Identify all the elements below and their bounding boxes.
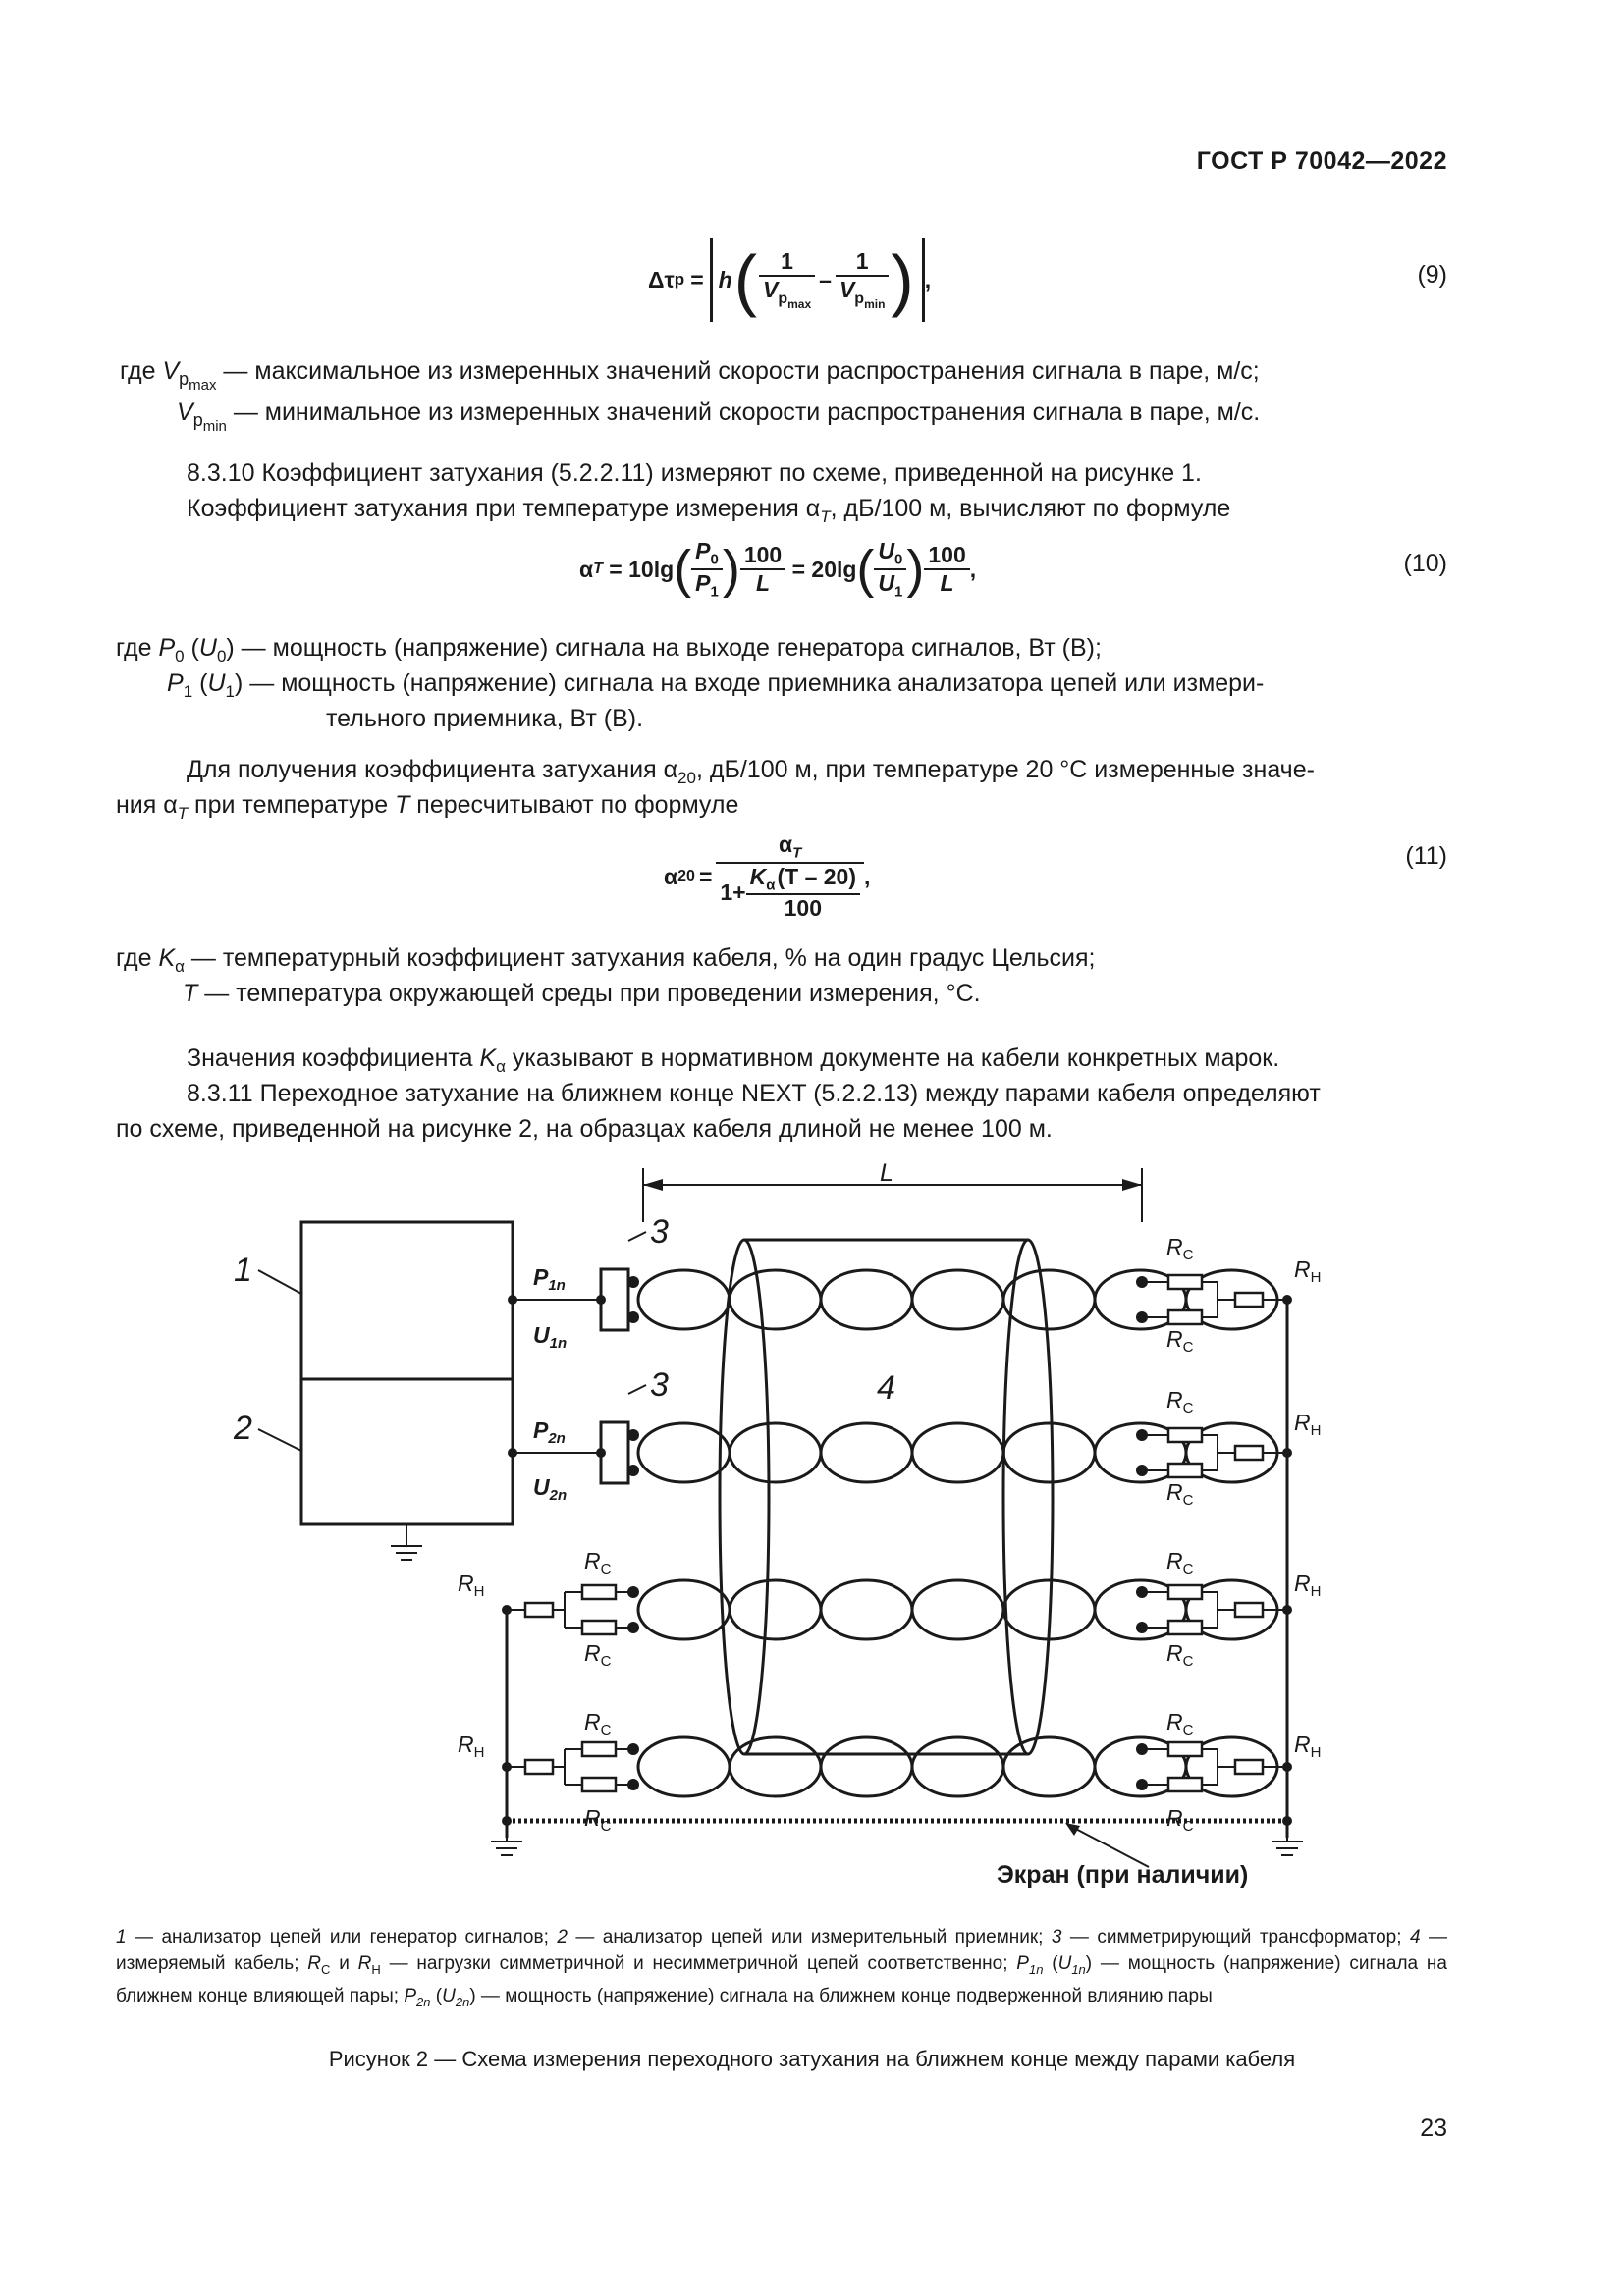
resistor-rc — [582, 1621, 616, 1634]
junction-dot — [1282, 1762, 1292, 1772]
para-8-3-10: 8.3.10 Коэффициент затухания (5.2.2.11) измеряют по схеме, приведенной на рисунке 1. — [187, 459, 1202, 487]
junction-dot — [508, 1448, 517, 1458]
twisted-pair-segment — [638, 1270, 730, 1329]
resistor-rc — [582, 1585, 616, 1599]
label-rc-r1-top: $R_C$ — [1166, 1234, 1194, 1263]
twisted-pair-segment — [821, 1737, 912, 1796]
para-8-3-11b: по схеме, приведенной на рисунке 2, на образцах кабеля длиной не менее 100 м. — [116, 1115, 1053, 1143]
para-alpha20b: ния $\alpha_T$ при температуре T пересчитывают по формуле — [116, 791, 739, 823]
junction-dot — [1282, 1605, 1292, 1615]
label-p1n: $P_{1n}$ — [533, 1264, 566, 1294]
twisted-pair-segment — [912, 1423, 1003, 1482]
label-rh-r4: $R_H$ — [1294, 1732, 1322, 1761]
figure-caption: 1 — анализатор цепей или генератор сигналов; 2 — анализатор цепей или измерительный приемник; 3 — симметрирующий трансформатор; 4 — измеряемый кабель; $R_C$ и $R_H$ — нагрузки симметричной и несимметричной цепей соответственно; $P_{1n}$ $(U_{1n})$ — мощность (напряжение) сигнала на ближнем конце влияющей пары; $P_{2n}$ $(U_{2n})$ — мощность (напряжение) сигнала на ближнем конце подверженной влиянию пары — [116, 1927, 1448, 2009]
junction-dot — [502, 1605, 512, 1615]
resistor-rc — [1168, 1464, 1202, 1477]
label-rc-r4-top: $R_C$ — [1166, 1709, 1194, 1738]
def-p1-cont: тельного приемника, Вт (В). — [326, 705, 644, 732]
screen-label: Экран (при наличии) — [997, 1861, 1249, 1889]
twisted-pair-segment — [638, 1580, 730, 1639]
resistor-rc — [1168, 1742, 1202, 1756]
twisted-pair-segment — [912, 1270, 1003, 1329]
label-rh-l3: $R_H$ — [458, 1571, 485, 1600]
twisted-pair-segment — [821, 1270, 912, 1329]
junction-dot — [1282, 1816, 1292, 1826]
twisted-pair-segment — [1003, 1270, 1095, 1329]
label-rh-r1: $R_H$ — [1294, 1256, 1322, 1286]
label-rc-l4-top: $R_C$ — [584, 1709, 612, 1738]
figure-title: Рисунок 2 — Схема измерения переходного затухания на ближнем конце между парами кабеля — [328, 2047, 1296, 2071]
equation-10: α T = 10lg ( $\frac{P_0}{P_1}$ ) $\frac{100}{L}$ = 20lg ( $\frac{U_0}{U_1}$ ) $\frac{100}{L}$ , — [579, 538, 977, 601]
label-rc-r3-top: $R_C$ — [1166, 1548, 1194, 1577]
resistor-rc — [1168, 1621, 1202, 1634]
junction-dot — [1282, 1448, 1292, 1458]
twisted-pair-segment — [638, 1737, 730, 1796]
label-u2n: $U_{2n}$ — [533, 1474, 568, 1504]
label-rc-screen-left: $R_C$ — [584, 1805, 612, 1835]
label-rc-l3-bot: $R_C$ — [584, 1640, 612, 1670]
junction-dot — [502, 1816, 512, 1826]
equation-9: Δτ p = h ( $\frac{1}{V_{p_{max}}}$ – $\frac{1}{V_{p_{min}}}$ ) , — [648, 236, 931, 324]
junction-dot — [596, 1448, 606, 1458]
def-p1: $P_1$ $(U_1)$ — мощность (напряжение) сигнала на входе приемника анализатора цепей или измери- — [167, 669, 1265, 701]
label-rc-r1-bot: $R_C$ — [1166, 1326, 1194, 1356]
label-3-top: 3 — [650, 1213, 669, 1251]
label-rc-r2-bot: $R_C$ — [1166, 1479, 1194, 1509]
label-p2n: $P_{2n}$ — [533, 1417, 566, 1447]
resistor-rh — [1235, 1293, 1263, 1307]
twisted-pair-segment — [730, 1423, 821, 1482]
twisted-pair-segment — [821, 1580, 912, 1639]
resistor-rh — [1235, 1446, 1263, 1460]
twisted-pair-segment — [638, 1423, 730, 1482]
label-2: 2 — [234, 1410, 252, 1447]
resistor-rh — [1235, 1760, 1263, 1774]
label-rh-l4: $R_H$ — [458, 1732, 485, 1761]
twisted-pair-segment — [1003, 1737, 1095, 1796]
label-1: 1 — [234, 1252, 252, 1289]
def-vpmax: где $V_{p_{max}}$ — максимальное из измеренных значений скорости распространения сигнала в паре, м/с; — [120, 357, 1260, 395]
def-t: T — температура окружающей среды при проведении измерения, °С. — [183, 980, 981, 1007]
junction-dot — [502, 1762, 512, 1772]
twisted-pair-segment — [730, 1737, 821, 1796]
twisted-pair-segment — [912, 1737, 1003, 1796]
junction-dot — [1282, 1295, 1292, 1305]
label-u1n: $U_{1n}$ — [533, 1322, 568, 1352]
def-kalpha: где $K_\alpha$ — температурный коэффициент затухания кабеля, % на один градус Цельсия; — [116, 944, 1096, 976]
label-rc-l3-top: $R_C$ — [584, 1548, 612, 1577]
twisted-pair-segment — [730, 1580, 821, 1639]
label-rh-r3: $R_H$ — [1294, 1571, 1322, 1600]
standard-header: ГОСТ Р 70042—2022 — [1196, 147, 1447, 175]
resistor-rc — [582, 1742, 616, 1756]
para-kalpha: Значения коэффициента $K_\alpha$ указывают в нормативном документе на кабели конкретных марок. — [187, 1044, 1280, 1076]
equation-9-number: (9) — [1417, 261, 1447, 289]
equation-11: α 20 = $\alpha_T$ 1+ $\frac{K_\alpha(T - 20)}{100}$ , — [664, 830, 871, 922]
resistor-rc — [1168, 1428, 1202, 1442]
label-rc-screen-right: $R_C$ — [1166, 1805, 1194, 1835]
label-rc-r2-top: $R_C$ — [1166, 1387, 1194, 1416]
resistor-rc — [1168, 1778, 1202, 1791]
equation-11-number: (11) — [1405, 842, 1447, 870]
def-vpmin: $V_{p_{min}}$ — минимальное из измеренных значений скорости распространения сигнала в паре, м/с. — [177, 399, 1261, 436]
page-number: 23 — [1420, 2114, 1447, 2142]
resistor-rc — [1168, 1310, 1202, 1324]
resistor-rh — [525, 1603, 553, 1617]
resistor-rc — [582, 1778, 616, 1791]
label-rc-r3-bot: $R_C$ — [1166, 1640, 1194, 1670]
length-label: L — [880, 1159, 893, 1187]
twisted-pair-segment — [912, 1580, 1003, 1639]
resistor-rh — [1235, 1603, 1263, 1617]
para-8-3-11: 8.3.11 Переходное затухание на ближнем конце NEXT (5.2.2.13) между парами кабеля определяют — [187, 1080, 1321, 1107]
resistor-rc — [1168, 1585, 1202, 1599]
label-rh-r2: $R_H$ — [1294, 1410, 1322, 1439]
resistor-rc — [1168, 1275, 1202, 1289]
twisted-pair-segment — [1003, 1423, 1095, 1482]
label-4: 4 — [877, 1369, 895, 1407]
twisted-pair-segment — [821, 1423, 912, 1482]
junction-dot — [596, 1295, 606, 1305]
def-p0: где $P_0$ $(U_0)$ — мощность (напряжение) сигнала на выходе генератора сигналов, Вт (В); — [116, 634, 1102, 666]
twisted-pair-segment — [730, 1270, 821, 1329]
para-8-3-10b: Коэффициент затухания при температуре измерения $\alpha_T$, дБ/100 м, вычисляют по формуле — [187, 495, 1231, 526]
junction-dot — [508, 1295, 517, 1305]
equation-10-number: (10) — [1403, 550, 1447, 577]
resistor-rh — [525, 1760, 553, 1774]
para-alpha20: Для получения коэффициента затухания $\alpha_{20}$, дБ/100 м, при температуре 20 °С измеренные значе- — [187, 756, 1315, 787]
label-3-bottom: 3 — [650, 1366, 669, 1404]
